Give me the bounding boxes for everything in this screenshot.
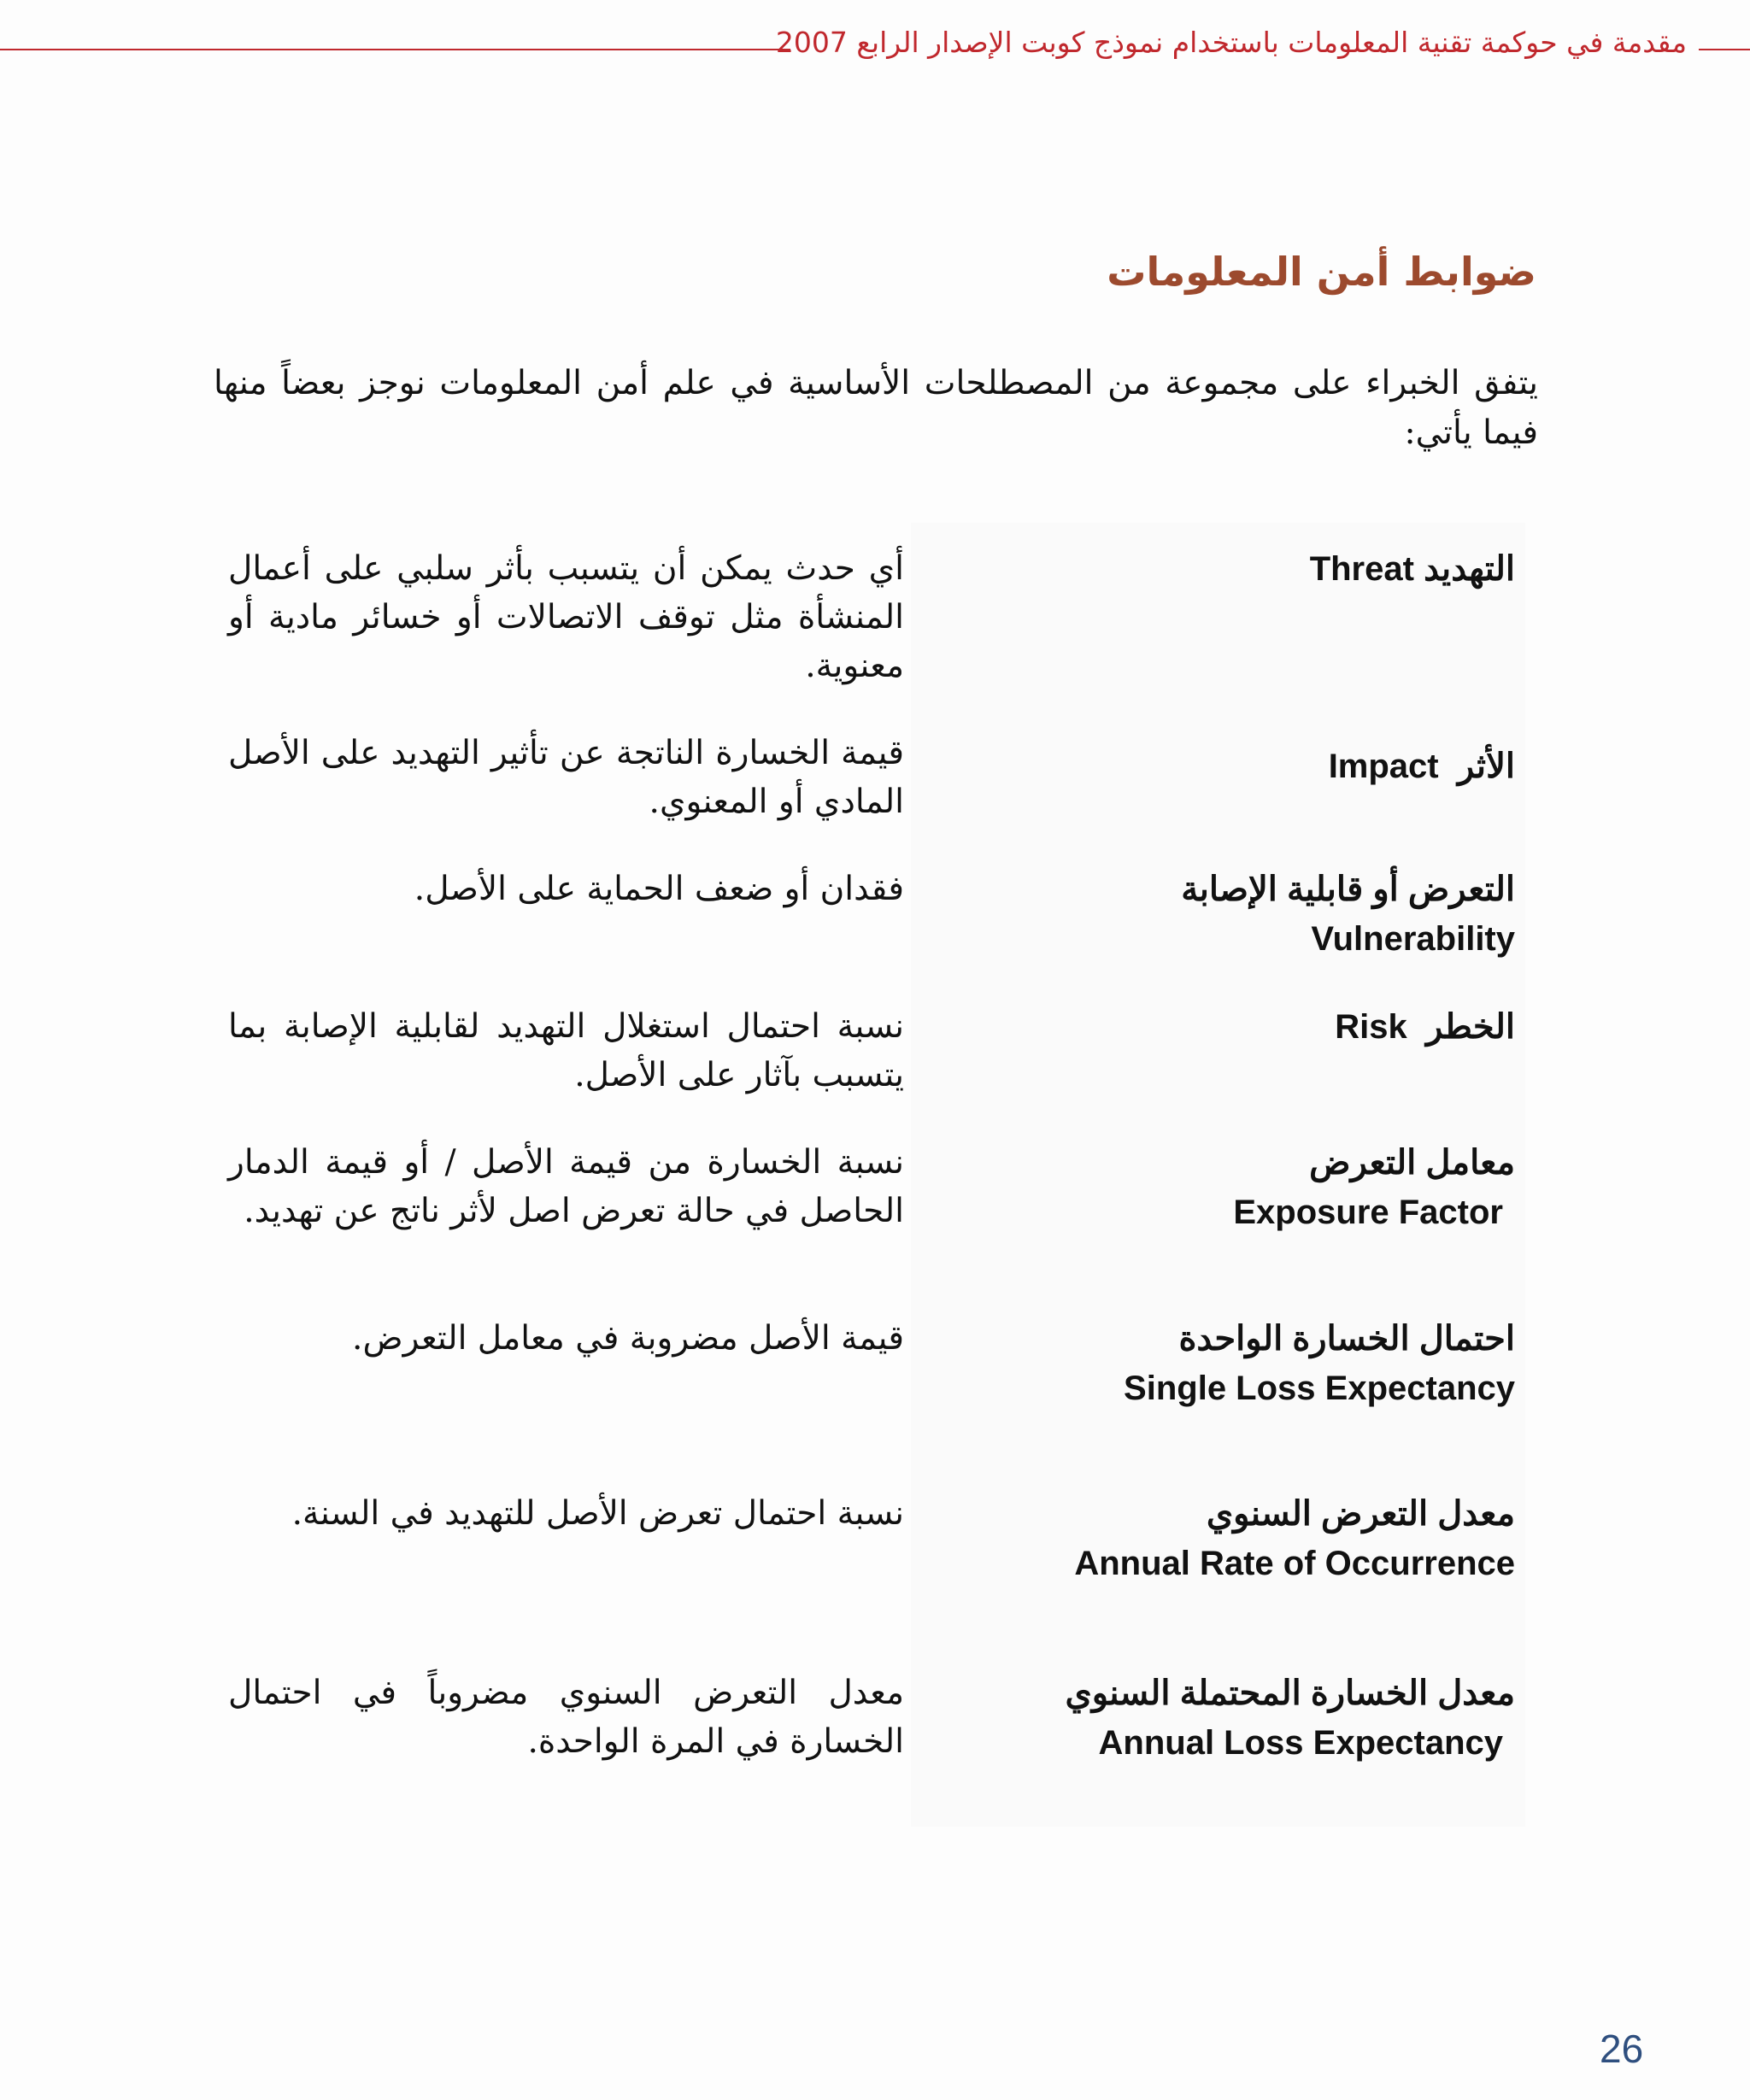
table-row [218,843,1525,981]
definition-cell: فقدان أو ضعف الحماية على الأصل. [414,870,904,908]
term-english: Annual Rate of Occurrence [1074,1545,1515,1582]
table-row [218,523,1525,707]
term-cell [911,843,1525,981]
terms-table [218,523,1525,1827]
running-header: مقدمة في حوكمة تقنية المعلومات باستخدام نموذج كوبت الإصدار الرابع 2007 [775,26,1687,59]
term-arabic: التعرض أو قابلية الإصابة [1181,871,1515,908]
term-cell [911,1647,1525,1827]
term-english: Threat [1309,550,1414,588]
term-cell [911,1468,1525,1647]
table-row [218,1293,1525,1468]
header-rule-left [0,49,790,50]
definition-cell: نسبة الخسارة من قيمة الأصل / أو قيمة الدمار الحاصل في حالة تعرض اصل لأثر ناتج عن تهديد. [228,1143,904,1230]
term-arabic: معدل الخسارة المحتملة السنوي [1065,1675,1515,1712]
term-english: Single Loss Expectancy [1124,1370,1515,1407]
term-arabic: معدل التعرض السنوي [1206,1495,1515,1533]
term-arabic: احتمال الخسارة الواحدة [1178,1320,1515,1358]
definition-cell: نسبة احتمال استغلال التهديد لقابلية الإصابة بما يتسبب بآثار على الأصل. [228,1007,904,1094]
term-english: Impact [1328,748,1439,785]
intro-paragraph: يتفق الخبراء على مجموعة من المصطلحات الأساسية في علم أمن المعلومات نوجز بعضاً منها فيما يأتي: [214,364,1538,452]
definition-cell: قيمة الخسارة الناتجة عن تأثير التهديد على الأصل المادي أو المعنوي. [228,734,904,821]
definition-cell: معدل التعرض السنوي مضروباً في احتمال الخسارة في المرة الواحدة. [228,1674,904,1761]
term-english: Annual Loss Expectancy [1098,1724,1503,1762]
definition-cell: نسبة احتمال تعرض الأصل للتهديد في السنة. [291,1494,904,1533]
term-english: Risk [1335,1008,1407,1046]
section-title: ضوابط أمن المعلومات [1107,249,1536,295]
header-rule-right [1699,49,1750,50]
term-arabic: معامل التعرض [1309,1144,1515,1182]
term-arabic: الأثر [1457,748,1515,785]
table-row [218,1468,1525,1647]
term-inline [1335,1008,1515,1046]
table-row [218,1117,1525,1293]
term-english: Vulnerability [1311,920,1515,958]
table-row [218,707,1525,843]
term-cell [911,1293,1525,1468]
table-row [218,1647,1525,1827]
definition-cell: أي حدث يمكن أن يتسبب بأثر سلبي على أعمال المنشأة مثل توقف الاتصالات أو خسائر مادية أو معنوية. [228,549,904,685]
term-inline [1329,748,1515,785]
term-cell [911,1117,1525,1293]
term-english: Exposure Factor [1233,1194,1503,1231]
table-row [218,981,1525,1117]
term-arabic: الخطر [1425,1008,1515,1046]
term-cell [911,523,1525,707]
definition-cell: قيمة الأصل مضروبة في معامل التعرض. [352,1319,904,1358]
term-cell [911,707,1525,843]
term-arabic: التهديد [1424,550,1515,588]
page-number: 26 [1600,2027,1644,2071]
term-cell [911,981,1525,1117]
term-inline [1310,550,1515,588]
